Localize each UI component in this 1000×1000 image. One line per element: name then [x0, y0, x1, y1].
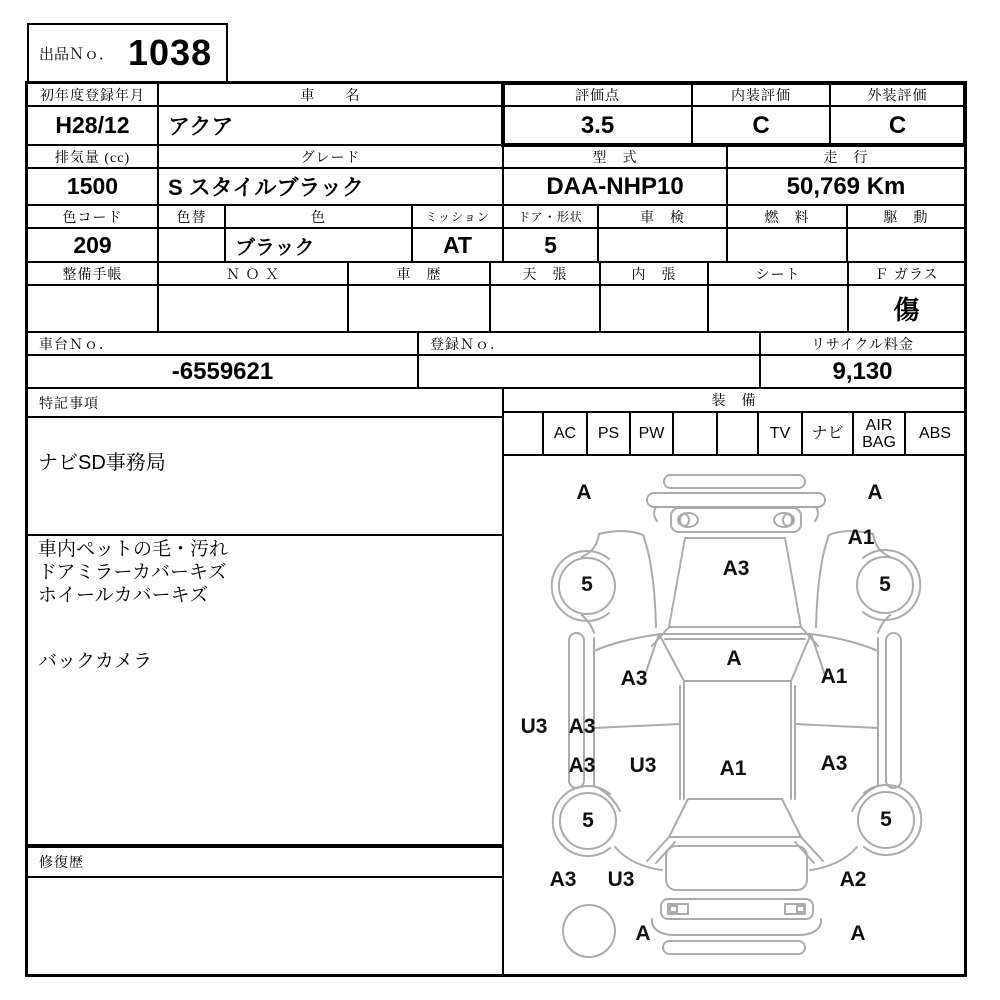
- diagram-grade-label: A3: [620, 667, 648, 690]
- seat-value: [708, 285, 848, 332]
- chassis-no-value: -6559621: [27, 355, 418, 388]
- model-code-label: 型 式: [503, 145, 727, 168]
- reg-no-label: 登録Ｎｏ．: [418, 332, 760, 355]
- color-change-label: 色替: [158, 205, 225, 228]
- equipment-cell-ps: PS: [587, 412, 630, 455]
- drive-value: [847, 228, 965, 262]
- grade-label: グレード: [158, 145, 503, 168]
- interior-grade-label: 内装評価: [692, 83, 830, 106]
- color-label: 色: [225, 205, 412, 228]
- equipment-cell-empty: [717, 412, 758, 455]
- mileage-value: 50,769 Km: [727, 168, 965, 205]
- first-reg-label: 初年度登録年月: [27, 83, 158, 106]
- notes-extra: バックカメラ: [38, 651, 153, 672]
- diagram-grade-label: A1: [719, 757, 747, 780]
- diagram-grade-label: A3: [820, 752, 848, 775]
- diagram-grade-label: A3: [568, 715, 596, 738]
- exterior-grade-value: C: [830, 106, 965, 145]
- diagram-grade-label: A1: [847, 526, 875, 549]
- diagram-grade-label: 5: [879, 573, 891, 596]
- equipment-cell-abs: ABS: [905, 412, 965, 455]
- recycle-fee-value: 9,130: [760, 355, 965, 388]
- door-trim-value: [600, 285, 708, 332]
- diagram-grade-label: A: [867, 481, 883, 504]
- notes-line: 車内ペットの毛・汚れ: [38, 539, 229, 560]
- diagram-grade-label: 5: [581, 573, 593, 596]
- car-name-label: 車 名: [158, 83, 503, 106]
- equipment-cell-empty: [673, 412, 717, 455]
- diagram-grade-label: A3: [722, 557, 750, 580]
- fuel-value: [727, 228, 847, 262]
- diagram-grade-label: U3: [629, 754, 657, 777]
- diagram-grade-labels: [504, 456, 966, 976]
- repair-history-label: 修復歴: [27, 845, 503, 877]
- equipment-row: [503, 412, 965, 455]
- diagram-grade-label: A3: [568, 754, 596, 777]
- reg-no-value: [418, 355, 760, 388]
- seat-label: シート: [708, 262, 848, 285]
- diagram-grade-label: A1: [820, 665, 848, 688]
- car-name-value: アクア: [158, 106, 503, 145]
- score-label: 評価点: [503, 83, 692, 106]
- damage-diagram: [503, 455, 965, 975]
- service-book-label: 整備手帳: [27, 262, 158, 285]
- headliner-value: [490, 285, 600, 332]
- grade-value: S スタイルブラック: [158, 168, 503, 205]
- drive-label: 駆 動: [847, 205, 965, 228]
- nox-label: Ｎ Ｏ Ｘ: [158, 262, 348, 285]
- displacement-value: 1500: [27, 168, 158, 205]
- color-code-label: 色コード: [27, 205, 158, 228]
- exterior-grade-label: 外装評価: [830, 83, 965, 106]
- score-value: 3.5: [503, 106, 692, 145]
- equipment-cell-tv: TV: [758, 412, 802, 455]
- diagram-grade-label: A: [576, 481, 592, 504]
- doors-value: 5: [503, 228, 598, 262]
- equipment-cell-ナビ: ナビ: [802, 412, 853, 455]
- transmission-label: ミッション: [412, 205, 503, 228]
- diagram-grade-label: A: [726, 647, 742, 670]
- equipment-cell-air-bag: AIR BAG: [853, 412, 905, 455]
- diagram-grade-label: A2: [839, 868, 867, 891]
- equipment-cell-pw: PW: [630, 412, 673, 455]
- notes-line: ホイールカバーキズ: [38, 585, 209, 606]
- f-glass-value: 傷: [848, 285, 965, 332]
- diagram-grade-label: A: [635, 922, 651, 945]
- chassis-no-label: 車台Ｎｏ．: [27, 332, 418, 355]
- auction-number-box: [27, 23, 228, 83]
- service-book-value: [27, 285, 158, 332]
- auction-number: 1038: [128, 32, 213, 73]
- auction-no-label: 出品Ｎｏ．: [39, 46, 115, 63]
- diagram-grade-label: U3: [607, 868, 635, 891]
- history-label: 車 歴: [348, 262, 490, 285]
- interior-grade-value: C: [692, 106, 830, 145]
- model-code-value: DAA-NHP10: [503, 168, 727, 205]
- notes-line: ドアミラーカバーキズ: [38, 562, 227, 583]
- displacement-label: 排気量 (cc): [27, 145, 158, 168]
- history-value: [348, 285, 490, 332]
- notes-label: 特記事項: [27, 388, 503, 417]
- mileage-label: 走 行: [727, 145, 965, 168]
- inspection-label: 車 検: [598, 205, 727, 228]
- inspection-value: [598, 228, 727, 262]
- diagram-grade-label: 5: [880, 808, 892, 831]
- transmission-value: AT: [412, 228, 503, 262]
- notes-box: [27, 417, 503, 535]
- equipment-header: 装 備: [503, 388, 965, 412]
- first-reg-value: H28/12: [27, 106, 158, 145]
- equipment-cell-empty: [503, 412, 543, 455]
- color-code-value: 209: [27, 228, 158, 262]
- f-glass-label: Ｆ ガラス: [848, 262, 965, 285]
- color-value: ブラック: [225, 228, 412, 262]
- color-change-value: [158, 228, 225, 262]
- diagram-grade-label: U3: [520, 715, 548, 738]
- fuel-label: 燃 料: [727, 205, 847, 228]
- repair-history-value: [27, 877, 503, 975]
- notes-box-text: ナビSD事務局: [38, 452, 166, 474]
- diagram-grade-label: A: [850, 922, 866, 945]
- recycle-fee-label: リサイクル料金: [760, 332, 965, 355]
- nox-value: [158, 285, 348, 332]
- doors-label: ドア・形状: [503, 205, 598, 228]
- diagram-grade-label: 5: [582, 809, 594, 832]
- diagram-grade-label: A3: [549, 868, 577, 891]
- headliner-label: 天 張: [490, 262, 600, 285]
- door-trim-label: 内 張: [600, 262, 708, 285]
- equipment-cell-ac: AC: [543, 412, 587, 455]
